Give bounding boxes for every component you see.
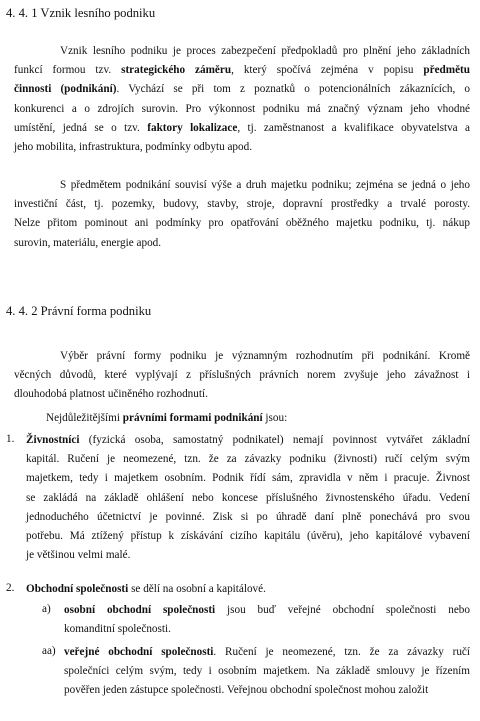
text-run: pověřen jeden zástupce společnosti. Veřejnou obchodní společnost mohou založit	[64, 684, 429, 697]
bold-term: Živnostníci	[26, 434, 80, 446]
text-line	[14, 121, 470, 135]
text-run: jeho mobilita, infrastruktura, podmínky odbytu apod.	[14, 141, 253, 153]
text-run: věcných důvodů, které vyplývají z příslušných právních norem zvyšuje jeho závažnost i	[14, 369, 470, 382]
text-run: dlouhodobá platnost učiněného rozhodnutí.	[14, 388, 208, 401]
text-line	[46, 411, 287, 425]
text-run: Nelze přitom pominout ani podmínky pro opatřování oběžného majetku podniku, tj. nákup	[14, 217, 470, 230]
text-run: Výběr právní formy podniku je významným rozhodnutím při podnikání. Kromě	[60, 350, 470, 362]
text-run: majetkem, tedy i majetkem osobním. Podnik řídí sám, zpravidla v něm i pracuje. Živnost	[26, 472, 470, 485]
text-run: Vznik lesního podniku je proces zabezpečení předpokladů pro plnění jeho základních	[60, 45, 470, 57]
text-line	[60, 44, 470, 58]
text-line	[14, 387, 208, 401]
bold-term: předmětu	[423, 64, 470, 77]
section-heading-4-4-1: 4. 4. 1 Vznik lesního podniku	[6, 6, 156, 20]
text-run: , tj. zaměstnanost a kvalifikace obyvatelstva a	[237, 121, 470, 134]
list-number-1: 1.	[6, 433, 15, 445]
text-run: jsou:	[262, 412, 288, 424]
text-run: jednoduchého účetnictví je povinné. Zisk si po úhradě daní plně ponechává pro svou	[26, 510, 470, 523]
text-run: komanditní společnosti.	[64, 623, 171, 636]
text-run: funkcí formou tzv.	[14, 64, 122, 77]
bold-term: strategického záměru	[121, 64, 232, 77]
text-line	[14, 102, 470, 116]
section-heading-4-4-2: 4. 4. 2 Právní forma podniku	[6, 304, 152, 318]
text-line	[64, 664, 470, 678]
text-run: konkurenci a o zdrojích surovin. Pro výkonnost podniku má značný význam jeho vhodné	[14, 102, 470, 115]
bold-term: osobní obchodní společnosti	[64, 604, 216, 616]
text-line	[26, 452, 470, 466]
text-line	[60, 349, 470, 363]
text-run: společníci celým svým, tedy i osobním majetkem. Na základě smlouvy je řízením	[64, 665, 470, 678]
bold-term: právními formami podnikání	[122, 412, 263, 424]
text-run: potřebu. Má ztížený přístup k získávání cizího kapitálu (úvěru), jeho kapitálové vybavení	[26, 530, 470, 542]
text-line	[26, 491, 470, 505]
text-line	[64, 603, 470, 617]
text-line	[64, 622, 171, 636]
text-run: je většinou velmi malé.	[26, 549, 131, 562]
text-run: S předmětem podnikání souvisí výše a druh majetku podniku; zejména se jedná o jeho	[60, 179, 470, 191]
text-line	[14, 140, 252, 154]
text-line	[14, 236, 161, 250]
bold-term: veřejné obchodní společnosti	[64, 646, 214, 658]
text-line	[26, 433, 470, 447]
bold-term: Obchodní společnosti	[26, 583, 129, 595]
bold-term: faktory lokalizace	[147, 121, 238, 134]
text-run: surovin, materiálu, energie apod.	[14, 236, 162, 249]
text-line	[26, 582, 266, 596]
text-run: kapitál. Ručení je neomezené, tzn. že za závazky podniku (živnosti) ručí celým svým	[26, 453, 470, 466]
text-line	[64, 683, 428, 697]
text-line	[26, 471, 470, 485]
text-run: . Ručení je neomezené, tzn. že za závazky ručí	[213, 646, 470, 658]
text-line	[14, 82, 470, 96]
text-line	[26, 529, 470, 543]
text-line	[14, 197, 470, 211]
list-letter-aa: aa)	[42, 645, 56, 657]
list-number-2: 2.	[6, 582, 15, 594]
text-line	[14, 368, 470, 382]
text-run: jsou buď veřejné obchodní společnosti nebo	[215, 604, 470, 616]
text-run: , který spočívá zejména v popisu	[231, 64, 424, 77]
text-run: se zakládá na základě ohlášení nebo koncese příslušného živnostenského úřadu. Vedení	[26, 491, 470, 504]
text-run: Nejdůležitějšími	[46, 412, 123, 424]
text-run: (fyzická osoba, samostatný podnikatel) nemají povinnost vytvářet základní	[79, 434, 470, 446]
text-line	[14, 216, 470, 230]
text-line	[26, 548, 130, 562]
text-line	[60, 178, 470, 192]
bold-term: činnosti (podnikání)	[14, 83, 117, 96]
text-line	[14, 63, 470, 77]
text-run: . Vychází se při tom z poznatků o potencionálních zákaznících, o	[116, 83, 471, 96]
text-run: umístění, jedná se o tzv.	[14, 121, 148, 134]
text-run: investiční část, tj. pozemky, budovy, stavby, stroje, dopravní prostředky a trvalé porosty.	[14, 198, 470, 211]
text-run: se dělí na osobní a kapitálové.	[128, 583, 266, 595]
list-letter-a: a)	[42, 603, 51, 615]
text-line	[64, 645, 470, 659]
text-line	[26, 510, 470, 524]
